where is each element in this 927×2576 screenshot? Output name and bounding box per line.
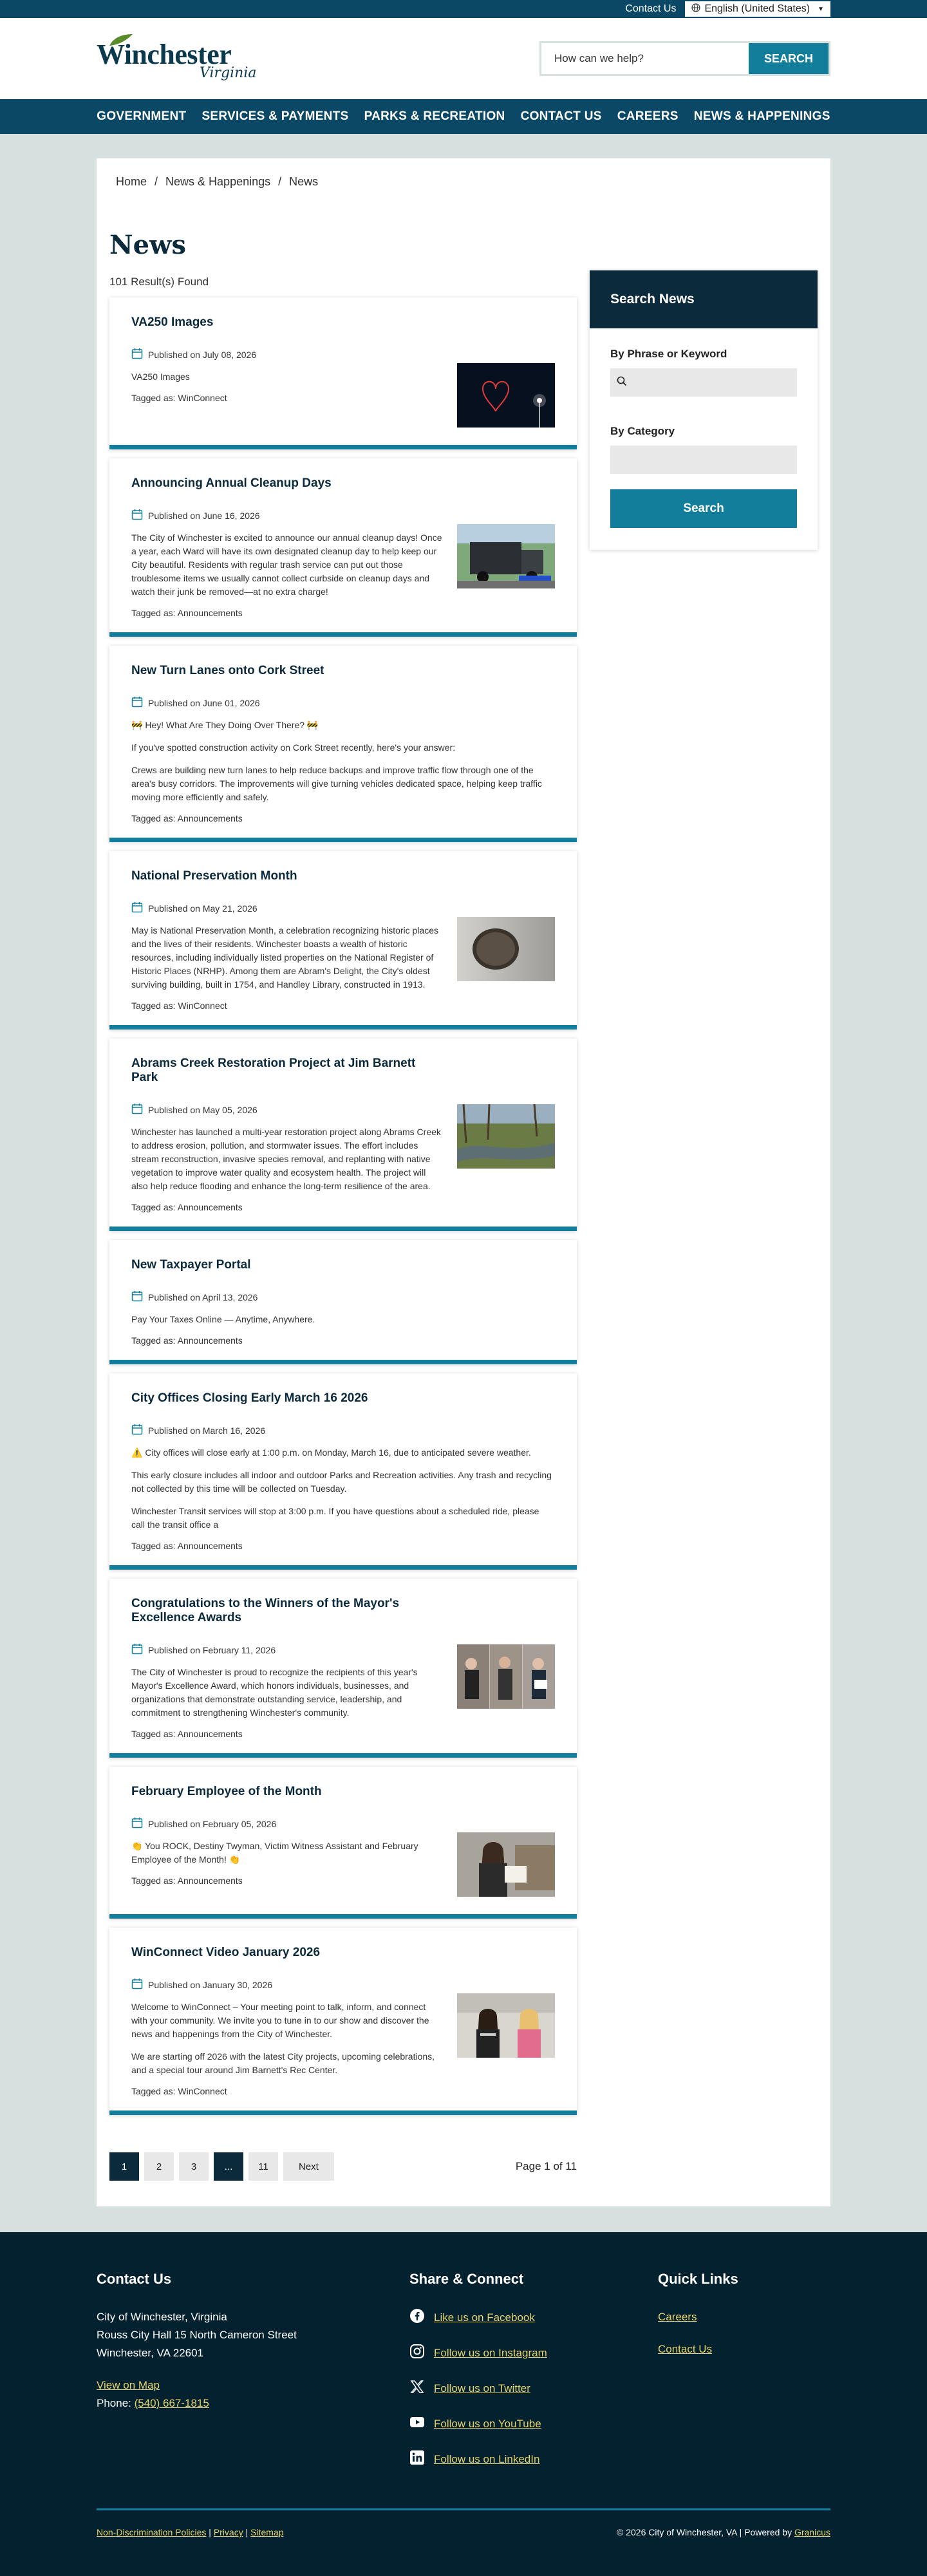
news-card-excerpt: Winchester has launched a multi-year restoration project along Abrams Creek to address erosion, pollution, and stormwater issues. The effort includes stream reconstruction, invasive species removal, and replanting with native vegetation to improve water quality and ecosystem health. The project will also help reduce flooding and enhance the long-term resilience of the area. [131,1127,441,1191]
social-instagram[interactable] [409,2344,658,2362]
news-card-thumbnail[interactable] [457,1832,555,1900]
logo-wordmark: Winchester [97,39,232,70]
site-footer [0,2232,927,2576]
published-date: Published on June 01, 2026 [148,697,260,708]
news-card-date [131,1978,444,1991]
quick-link-careers[interactable]: Careers [658,2311,697,2323]
nav-item-news-happenings[interactable]: NEWS & HAPPENINGS [693,109,830,123]
granicus-link[interactable]: Granicus [794,2527,830,2537]
quick-link-contact-us[interactable]: Contact Us [658,2343,713,2355]
news-card-tags: Tagged as: WinConnect [131,1001,227,1011]
news-card-date [131,1424,555,1437]
news-card-title[interactable]: WinConnect Video January 2026 [131,1946,321,1959]
page-button-2[interactable]: 2 [144,2152,174,2181]
news-card-title[interactable]: Congratulations to the Winners of the Mayor's Excellence Awards [131,1597,400,1624]
news-card-excerpt: If you've spotted construction activity on Cork Street recently, here's your answer: [131,742,456,753]
news-card [109,1579,577,1758]
published-date: Published on March 16, 2026 [148,1425,266,1436]
news-card-thumbnail[interactable] [457,1644,555,1712]
phone-link[interactable]: (540) 667-1815 [134,2397,209,2409]
news-card-excerpt: May is National Preservation Month, a celebration recognizing historic places and the lives of their residents. Winchester boasts a wealth of historic resources, including individually listed properties on the National Register of Historic Places (NRHP). Among them are Abram's Delight, the City's oldest surviving building, built in 1754, and Handley Library, constructed in 1913. [131,925,439,990]
search-news-title: Search News [590,270,818,328]
news-card [109,1373,577,1570]
news-card-thumbnail[interactable] [457,524,555,592]
page-button-3[interactable]: 3 [179,2152,209,2181]
category-select[interactable] [610,446,797,474]
calendar-icon [131,1103,143,1116]
news-card-excerpt: The City of Winchester is excited to announce our annual cleanup days! Once a year, each Ward will have its own designated cleanup day to help keep our City beautiful. Residents with regular trash service can put out those troublesome items we usually cannot collect curbside on cleanup days and watch their junk be removed—at no extra charge! [131,532,442,597]
news-card-date [131,1290,555,1304]
news-card-tags: Tagged as: Announcements [131,1729,243,1739]
news-card-excerpt: 👏 You ROCK, Destiny Twyman, Victim Witness Assistant and February Employee of the Month! 👏 [131,1841,418,1865]
page-button-1[interactable]: 1 [109,2152,139,2181]
instagram-icon [409,2344,425,2362]
news-card-excerpt: Winchester Transit services will stop at 3:00 p.m. If you have questions about a scheduled ride, please call the transit office a [131,1506,539,1530]
social-link-label[interactable]: Follow us on YouTube [434,2417,541,2430]
caret-down-icon: ▼ [818,5,824,13]
news-card-date [131,1103,444,1116]
social-twitter[interactable] [409,2379,658,2398]
footer-contact-title: Contact Us [97,2271,172,2287]
calendar-icon [131,1290,143,1304]
logo-subtitle: Virginia [200,65,257,81]
social-link-label[interactable]: Follow us on Instagram [434,2346,547,2359]
page-button-11[interactable]: 11 [248,2152,278,2181]
news-card-excerpt: We are starting off 2026 with the latest City projects, upcoming celebrations, and a special tour around Jim Barnett's Rec Center. [131,2051,435,2075]
calendar-icon [131,509,143,522]
globe-icon [691,3,700,15]
linkedin-icon [409,2450,425,2468]
calendar-icon [131,1978,143,1991]
social-link-label[interactable]: Follow us on Twitter [434,2382,530,2394]
news-card-excerpt: ⚠️ City offices will close early at 1:00 p.m. on Monday, March 16, due to anticipated severe weather. [131,1447,531,1458]
news-card [109,1928,577,2115]
social-link-label[interactable]: Like us on Facebook [434,2311,535,2324]
page-content [97,158,830,2206]
main-nav [0,99,927,134]
news-card [109,458,577,637]
category-label: By Category [610,425,675,437]
news-card [109,1039,577,1231]
news-card-title[interactable]: New Turn Lanes onto Cork Street [131,664,324,677]
language-label: English (United States) [704,3,810,14]
calendar-icon [131,348,143,361]
news-card-date [131,509,444,522]
calendar-icon [131,1817,143,1830]
social-link-label[interactable]: Follow us on LinkedIn [434,2452,540,2465]
news-list [109,276,577,2181]
published-date: Published on April 13, 2026 [148,1292,258,1302]
news-card-date [131,348,444,361]
news-card-thumbnail[interactable] [457,917,555,984]
footer-address-line: City of Winchester, Virginia [97,2311,227,2323]
social-linkedin[interactable] [409,2450,658,2468]
news-card [109,851,577,1029]
published-date: Published on July 08, 2026 [148,349,257,360]
news-card-title[interactable]: February Employee of the Month [131,1785,322,1798]
news-card-excerpt: 🚧 Hey! What Are They Doing Over There? 🚧 [131,720,319,730]
sitemap-link[interactable]: Sitemap [250,2527,284,2537]
breadcrumb-current: News [289,175,319,188]
footer-address-line: Winchester, VA 22601 [97,2347,204,2359]
news-card-title[interactable]: Abrams Creek Restoration Project at Jim Barnett Park [131,1057,416,1084]
footer-contact [97,2271,409,2485]
page-title: News [109,230,186,260]
news-card-excerpt: Crews are building new turn lanes to help reduce backups and improve traffic flow through one of the area's busy corridors. The improvements will give turning vehicles dedicated space, helping keep traffic moving more efficiently and safely. [131,765,542,802]
news-card-tags: Tagged as: Announcements [131,1876,243,1886]
facebook-icon [409,2308,425,2327]
news-card-excerpt: The City of Winchester is proud to recognize the recipients of this year's Mayor's Excellence Award, which honors individuals, businesses, and organizations that demonstrate outstanding service, leadership, and commitment to strengthening Winchester's community. [131,1667,418,1718]
site-logo[interactable] [97,33,277,84]
copyright-text: © 2026 City of Winchester, VA | Powered by [617,2527,794,2537]
page-indicator: Page 1 of 11 [515,2160,577,2172]
utility-bar [0,0,927,18]
nav-item-services-payments[interactable]: SERVICES & PAYMENTS [201,109,349,123]
news-card-thumbnail[interactable] [457,1993,555,2061]
keyword-label: By Phrase or Keyword [610,348,727,360]
news-card-title[interactable]: National Preservation Month [131,869,297,883]
news-card-excerpt: This early closure includes all indoor and outdoor Parks and Recreation activities. Any trash and recycling not collected by this time will be collected on Tuesday. [131,1470,552,1494]
calendar-icon [131,901,143,915]
site-search-button[interactable]: SEARCH [749,43,829,74]
site-header [0,18,927,99]
news-card-thumbnail[interactable] [457,363,555,431]
footer-social-title: Share & Connect [409,2271,524,2287]
site-search-input[interactable] [541,43,749,74]
search-icon [617,376,627,390]
social-youtube[interactable] [409,2414,658,2433]
x-icon [409,2379,425,2398]
next-page-button[interactable]: Next [283,2152,334,2181]
keyword-input[interactable] [610,368,797,397]
footer-social [409,2271,658,2485]
published-date: Published on January 30, 2026 [148,1979,273,1990]
news-card-excerpt: Welcome to WinConnect – Your meeting point to talk, inform, and connect with your community. We invite you to tune in to our show and discover the news and happenings from the City of Winchester. [131,2002,429,2039]
news-card-excerpt: Pay Your Taxes Online — Anytime, Anywhere. [131,1314,315,1324]
news-card-tags: Tagged as: Announcements [131,1541,243,1551]
news-card-title[interactable]: City Offices Closing Early March 16 2026 [131,1391,368,1405]
breadcrumb-separator: / [278,175,282,188]
youtube-icon [409,2414,425,2433]
social-facebook[interactable] [409,2308,658,2327]
page-button-ellipsis[interactable]: ... [214,2152,243,2181]
news-card-tags: Tagged as: Announcements [131,608,243,618]
news-card-date [131,1817,444,1830]
search-news-button[interactable]: Search [610,489,797,528]
news-card-thumbnail[interactable] [457,1104,555,1172]
news-card-title[interactable]: New Taxpayer Portal [131,1258,251,1272]
footer-quick-title: Quick Links [658,2271,738,2287]
footer-address-line: Rouss City Hall 15 North Cameron Street [97,2329,297,2341]
news-card-tags: Tagged as: Announcements [131,1335,243,1346]
published-date: Published on June 16, 2026 [148,510,260,521]
news-card-date [131,901,444,915]
calendar-icon [131,1424,143,1437]
footer-separator: | [245,2527,251,2537]
nav-item-careers[interactable]: CAREERS [617,109,679,123]
breadcrumb-news-happenings[interactable]: News & Happenings [165,175,271,188]
nav-item-government[interactable]: GOVERNMENT [97,109,187,123]
news-card-title[interactable]: Announcing Annual Cleanup Days [131,476,332,490]
news-card-tags: Tagged as: Announcements [131,1202,243,1212]
breadcrumb [109,171,818,193]
calendar-icon [131,1643,143,1657]
published-date: Published on February 11, 2026 [148,1644,276,1655]
news-card-title[interactable]: VA250 Images [131,315,214,329]
site-search [539,41,830,76]
footer-quick-links [658,2271,738,2485]
topbar-contact-link[interactable]: Contact Us [625,3,677,14]
footer-bottom [97,2508,830,2537]
news-card [109,297,577,449]
published-date: Published on May 21, 2026 [148,903,258,914]
phone-label: Phone: [97,2397,135,2409]
pagination [109,2152,577,2181]
news-card-excerpt: VA250 Images [131,371,190,382]
result-count: 101 Result(s) Found [109,276,209,288]
breadcrumb-home[interactable]: Home [116,175,147,188]
calendar-icon [131,696,143,710]
non-discrimination-link[interactable]: Non-Discrimination Policies [97,2527,207,2537]
news-card-tags: Tagged as: WinConnect [131,393,227,403]
view-on-map-link[interactable]: View on Map [97,2379,160,2391]
news-card-tags: Tagged as: WinConnect [131,2086,227,2096]
news-card [109,646,577,842]
news-card-tags: Tagged as: Announcements [131,813,243,823]
published-date: Published on February 05, 2026 [148,1818,277,1829]
privacy-link[interactable]: Privacy [213,2527,243,2537]
language-select[interactable] [685,1,830,17]
published-date: Published on May 05, 2026 [148,1104,258,1115]
breadcrumb-separator: / [154,175,158,188]
nav-item-parks-recreation[interactable]: PARKS & RECREATION [364,109,505,123]
news-card-date [131,696,555,710]
news-card [109,1240,577,1364]
search-news-panel [590,270,818,550]
nav-item-contact-us[interactable]: CONTACT US [520,109,602,123]
news-card [109,1767,577,1919]
footer-separator: | [209,2527,214,2537]
news-card-date [131,1643,444,1657]
